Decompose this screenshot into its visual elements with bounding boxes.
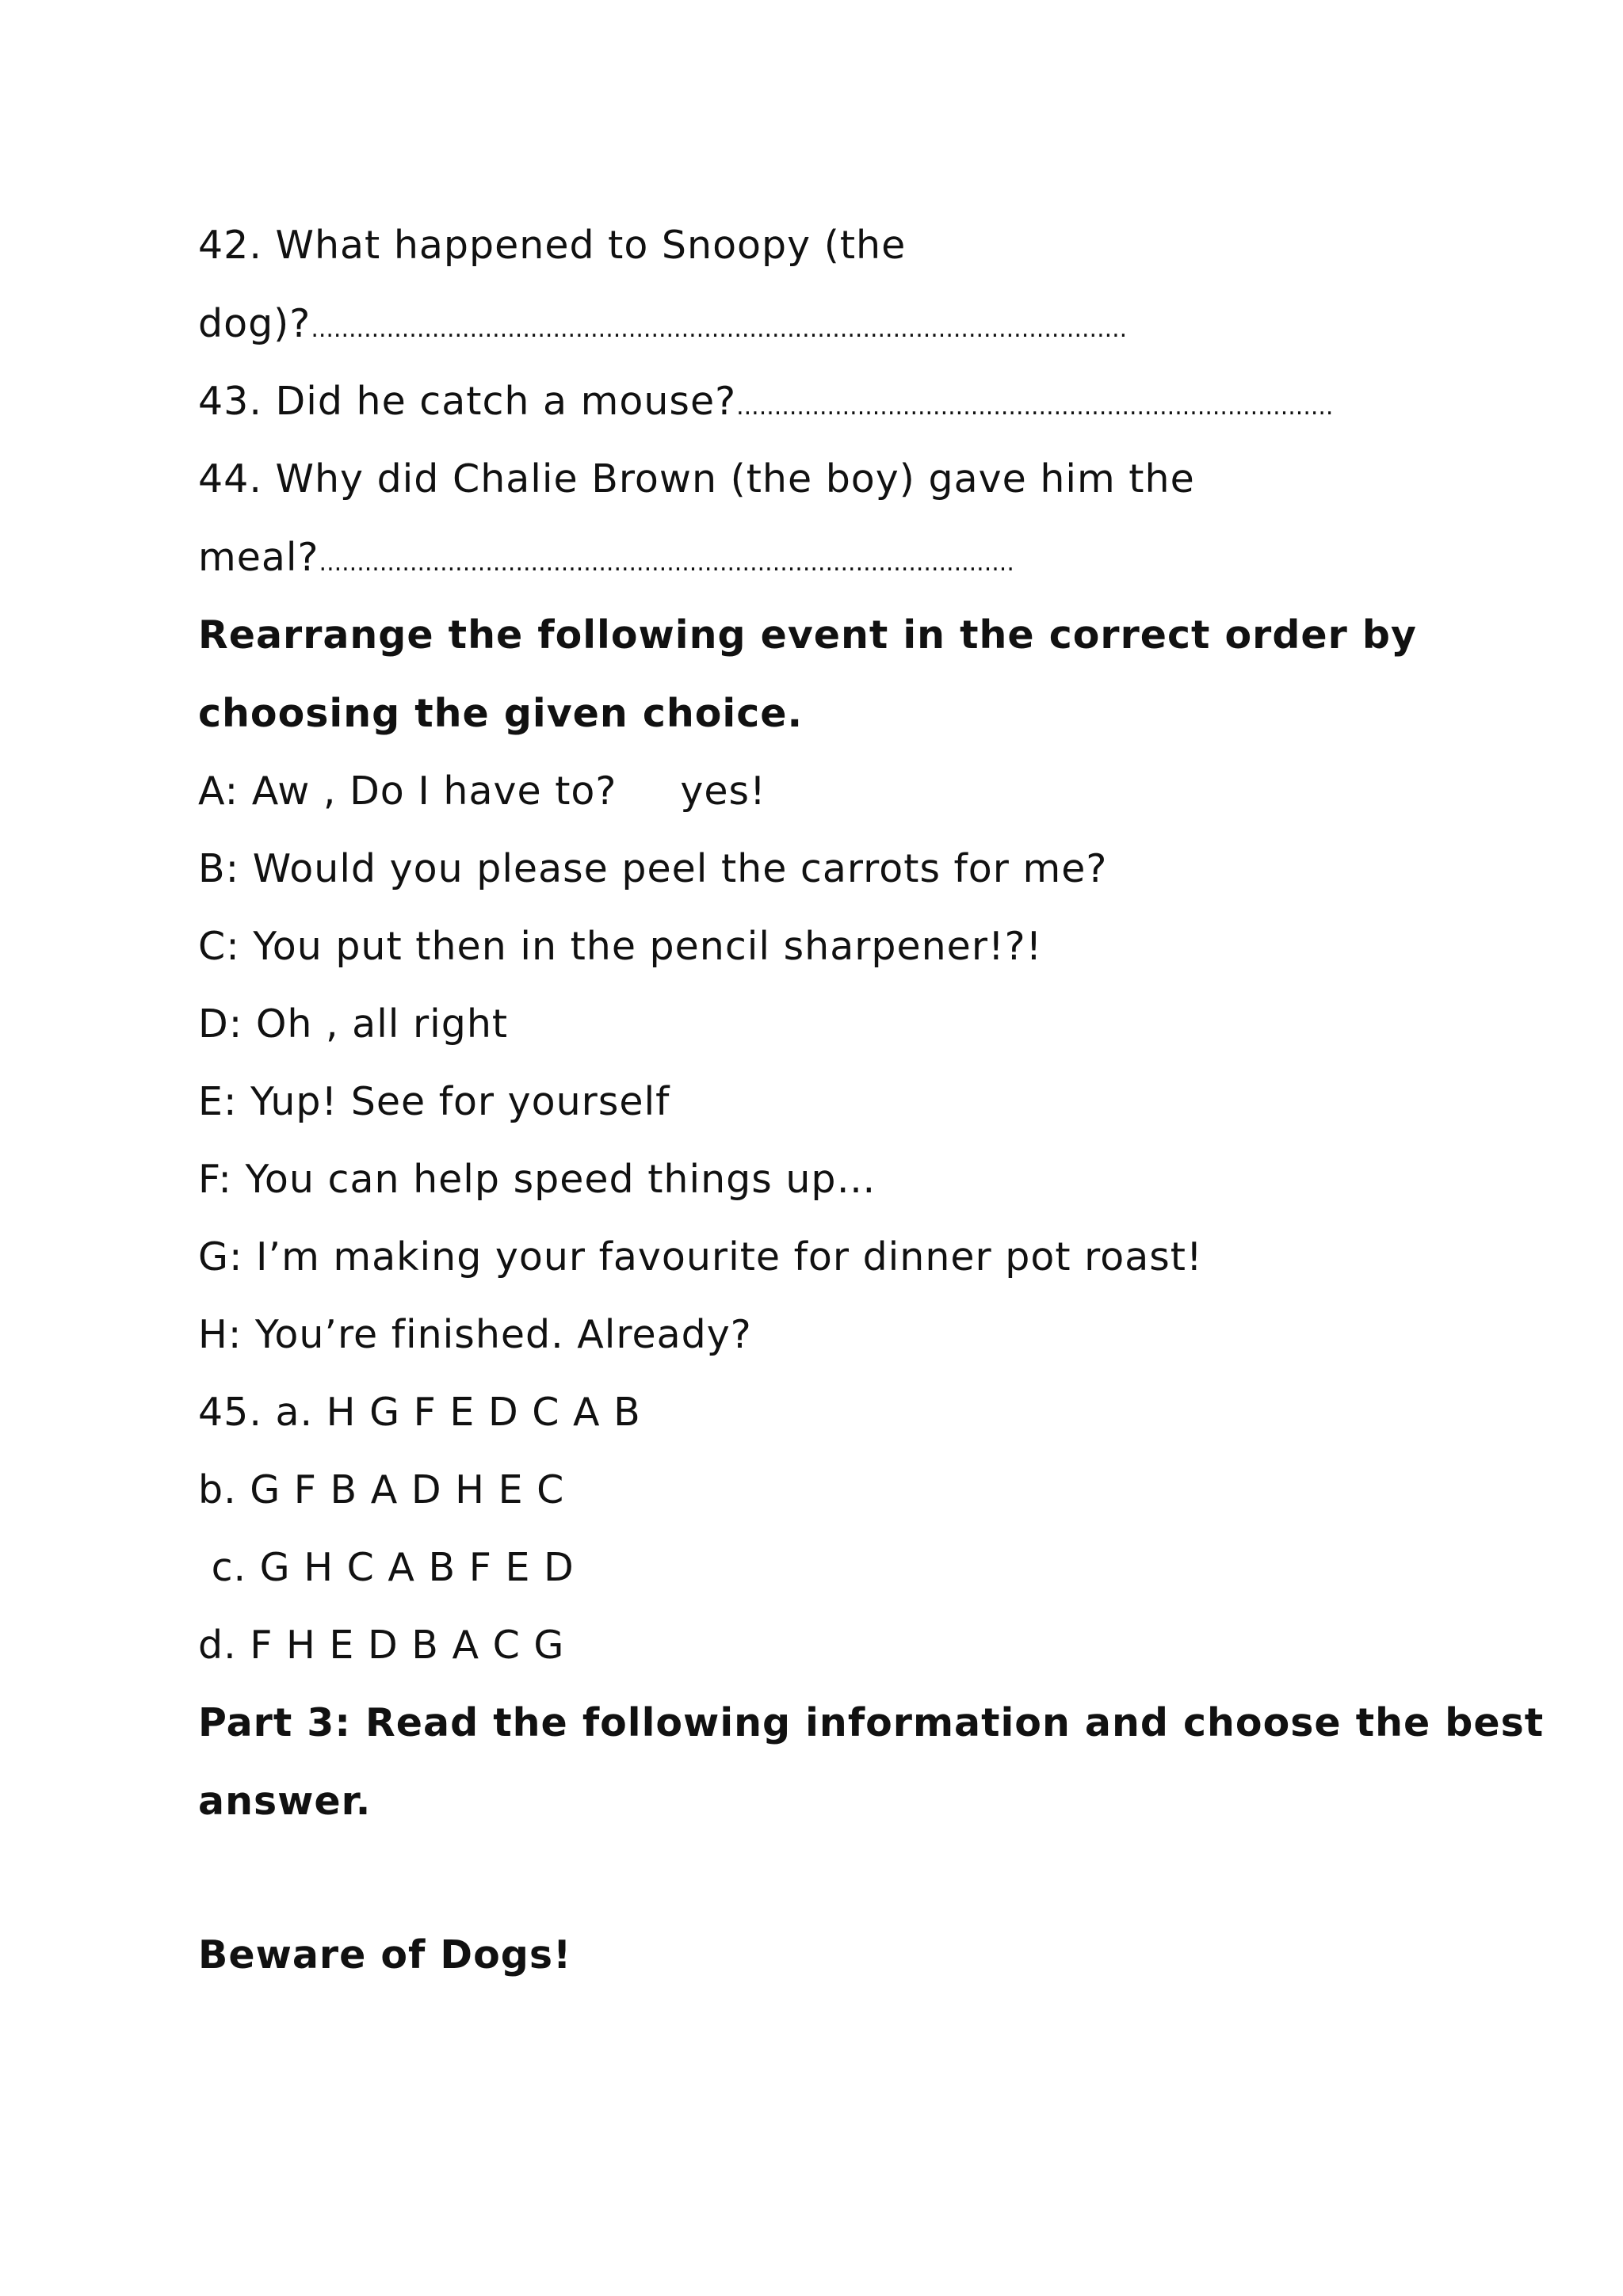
event-a-text: A: Aw , Do I have to? <box>198 769 617 814</box>
event-d: D: Oh , all right <box>198 1001 509 1047</box>
question-43 <box>198 379 1334 424</box>
question-44-line-2 <box>198 535 1014 580</box>
answer-blank-42: ............................................................................................................ <box>311 315 1128 343</box>
event-g: G: I’m making your favourite for dinner pot roast! <box>198 1234 1203 1280</box>
question-44-line-1: 44. Why did Chalie Brown (the boy) gave him the <box>198 456 1195 502</box>
instruction-line-1: Rearrange the following event in the correct order by <box>198 612 1417 658</box>
question-42-line-2 <box>198 301 1128 346</box>
event-a <box>198 769 766 814</box>
event-a-extra: yes! <box>680 769 766 814</box>
answer-blank-43: ............................................................................... <box>736 393 1334 421</box>
option-c: c. G H C A B F E D <box>198 1545 575 1590</box>
answer-blank-44: ............................................................................................ <box>319 549 1014 577</box>
event-e: E: Yup! See for yourself <box>198 1079 670 1124</box>
question-44-text: meal? <box>198 535 319 580</box>
question-43-text: 43. Did he catch a mouse? <box>198 379 737 424</box>
instruction-line-2: choosing the given choice. <box>198 691 804 736</box>
section-title: Beware of Dogs! <box>198 1932 572 1978</box>
question-42-line-1: 42. What happened to Snoopy (the <box>198 223 907 268</box>
part3-line-1: Part 3: Read the following information and choose the best <box>198 1700 1545 1745</box>
part3-line-2: answer. <box>198 1779 372 1824</box>
option-b: b. G F B A D H E C <box>198 1467 565 1512</box>
question-42-text: dog)? <box>198 301 311 346</box>
event-h: H: You’re finished. Already? <box>198 1312 752 1357</box>
option-d: d. F H E D B A C G <box>198 1623 565 1668</box>
event-b: B: Would you please peel the carrots for me? <box>198 846 1108 891</box>
event-c: C: You put then in the pencil sharpener!?! <box>198 924 1043 969</box>
option-a: 45. a. H G F E D C A B <box>198 1390 641 1435</box>
event-f: F: You can help speed things up… <box>198 1157 876 1202</box>
